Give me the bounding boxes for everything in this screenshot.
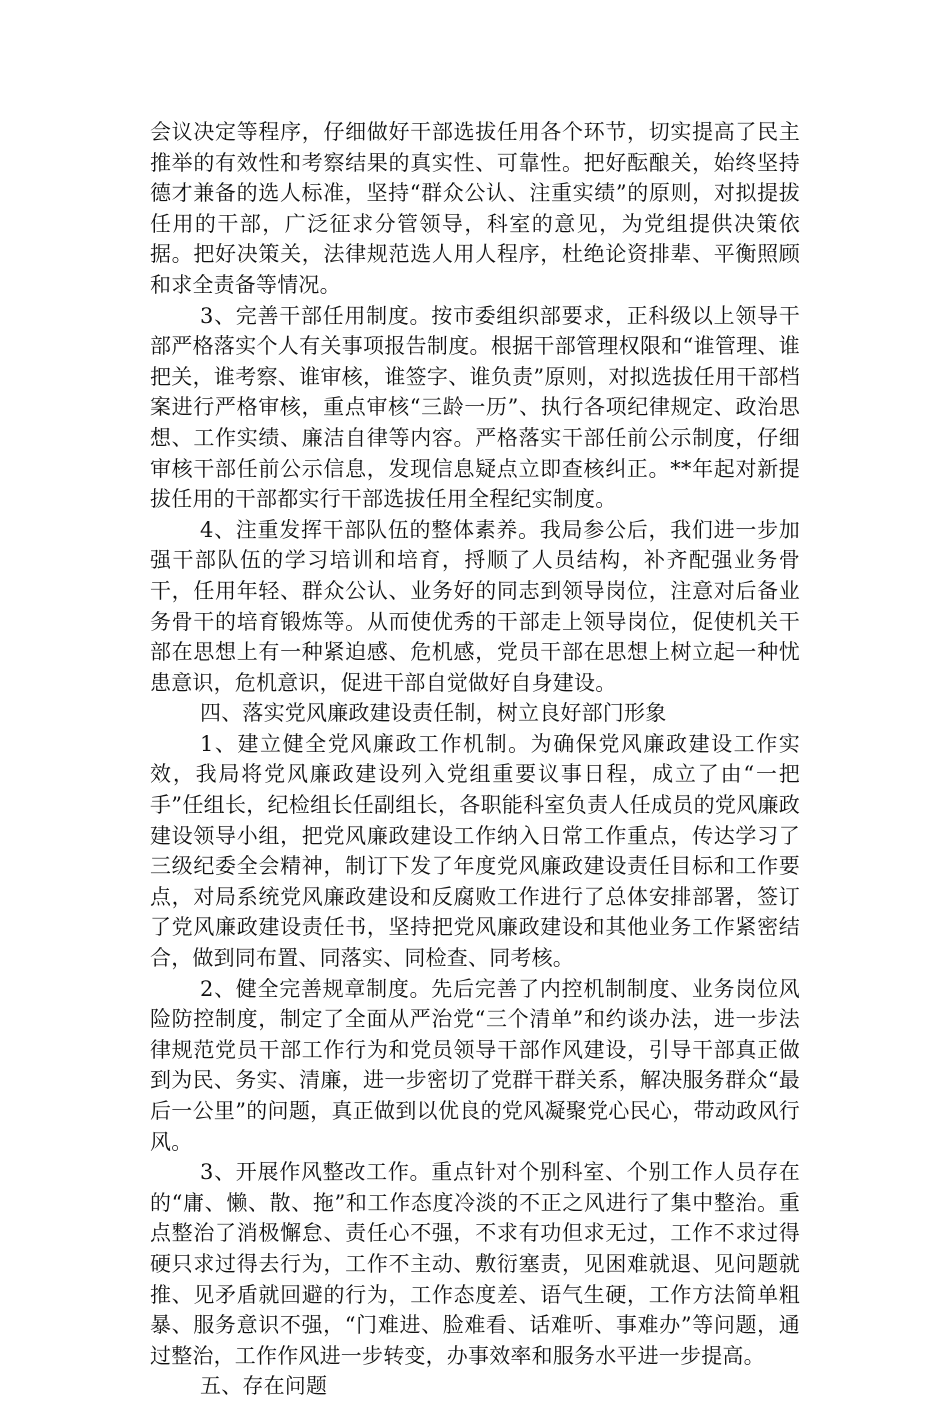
paragraph-rules-system: 2、健全完善规章制度。先后完善了内控机制制度、业务岗位风险防控制度，制定了全面从严治党“三个清单”和约谈办法，进一步法律规范党员干部工作行为和党员领导干部作风建设，引导干部真正做到为民、务实、清廉，进一步密切了党群干群关系，解决服务群众“最后一公里”的问题，真正做到以优良的党风凝聚党心民心，带动政风行风。 <box>150 976 800 1154</box>
paragraph-cadre-appointment-system: 3、完善干部任用制度。按市委组织部要求，正科级以上领导干部严格落实个人有关事项报告制度。根据干部管理权限和“谁管理、谁把关，谁考察、谁审核，谁签字、谁负责”原则，对拟选拔任用干部档案进行严格审核，重点审核“三龄一历”、执行各项纪律规定、政治思想、工作实绩、廉洁自律等内容。严格落实干部任前公示制度，仔细审核干部任前公示信息，发现信息疑点立即查核纠正。**年起对新提拔任用的干部都实行干部选拔任用全程纪实制度。 <box>150 303 800 512</box>
paragraph-integrity-mechanism: 1、建立健全党风廉政工作机制。为确保党风廉政建设工作实效，我局将党风廉政建设列入党组重要议事日程，成立了由“一把手”任组长，纪检组长任副组长，各职能科室负责人任成员的党风廉政建设领导小组，把党风廉政建设工作纳入日常工作重点，传达学习了三级纪委全会精神，制订下发了年度党风廉政建设责任目标和工作要点，对局系统党风廉政建设和反腐败工作进行了总体安排部署，签订了党风廉政建设责任书，坚持把党风廉政建设和其他业务工作紧密结合，做到同布置、同落实、同检查、同考核。 <box>150 731 800 971</box>
paragraph-continuation: 会议决定等程序，仔细做好干部选拔任用各个环节，切实提高了民主推举的有效性和考察结果的真实性、可靠性。把好酝酿关，始终坚持德才兼备的选人标准，坚持“群众公认、注重实绩”的原则，对拟提拔任用的干部，广泛征求分管领导，科室的意见，为党组提供决策依据。把好决策关，法律规范选人用人程序，杜绝论资排辈、平衡照顾和求全责备等情况。 <box>150 120 800 297</box>
paragraph-cadre-quality: 4、注重发挥干部队伍的整体素养。我局参公后，我们进一步加强干部队伍的学习培训和培育，捋顺了人员结构，补齐配强业务骨干，任用年轻、群众公认、业务好的同志到领导岗位，注意对后备业务骨干的培育锻炼等。从而使优秀的干部走上领导岗位，促使机关干部在思想上有一种紧迫感、危机感，党员干部在思想上树立起一种忧患意识，危机意识，促进干部自觉做好自身建设。 <box>150 517 800 695</box>
document-body <box>150 117 800 1402</box>
section-heading-four: 四、落实党风廉政建设责任制，树立良好部门形象 <box>200 701 667 726</box>
section-heading-five: 五、存在问题 <box>200 1374 328 1399</box>
paragraph-style-rectification: 3、开展作风整改工作。重点针对个别科室、个别工作人员存在的“庸、懒、散、拖”和工作态度冷淡的不正之风进行了集中整治。重点整治了消极懈怠、责任心不强，不求有功但求无过，工作不求过得硬只求过得去行为，工作不主动、敷衍塞责，见困难就退、见问题就推、见矛盾就回避的行为，工作态度差、语气生硬，工作方法简单粗暴、服务意识不强，“门难进、脸难看、话难听、事难办”等问题，通过整治，工作作风进一步转变，办事效率和服务水平进一步提高。 <box>150 1160 800 1368</box>
